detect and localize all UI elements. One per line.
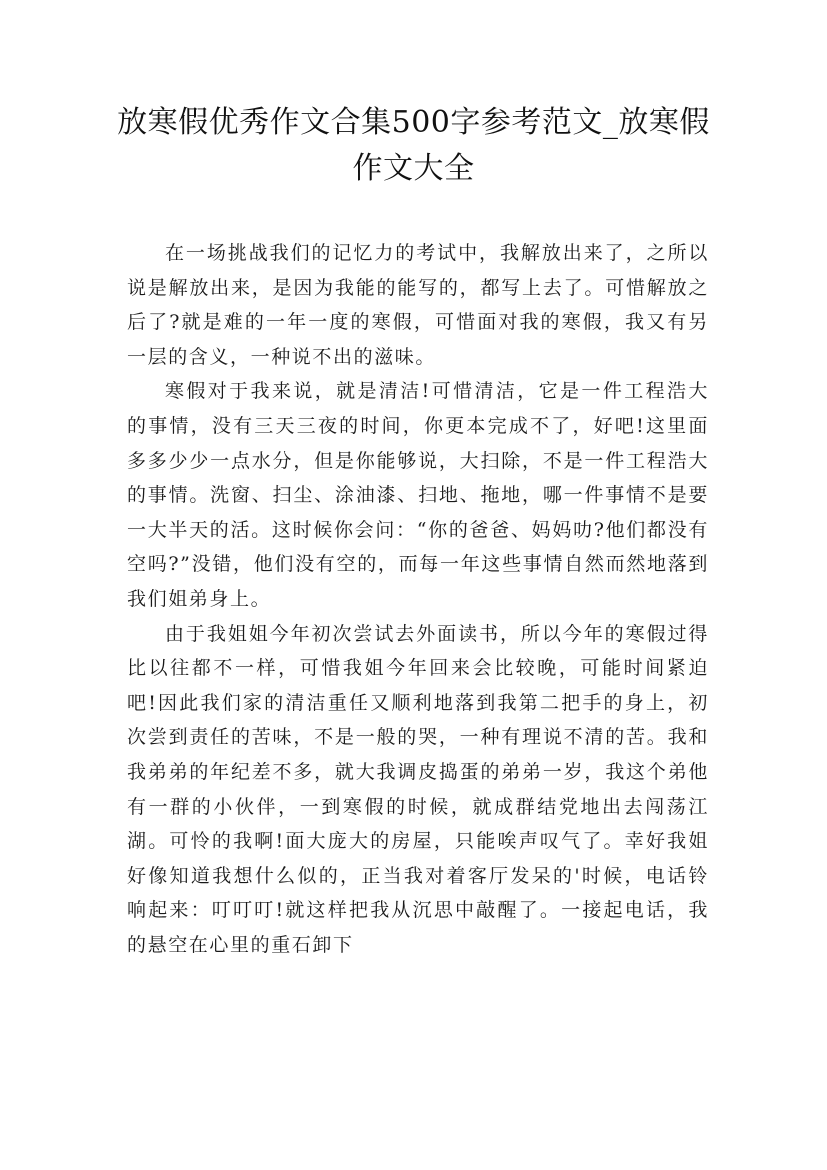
document-title: 放寒假优秀作文合集500字参考范文_放寒假作文大全 bbox=[117, 105, 710, 186]
paragraph-3: 由于我姐姐今年初次尝试去外面读书，所以今年的寒假过得比以往都不一样，可惜我姐今年回来会比较晚，可能时间紧迫吧!因此我们家的清洁重任又顺利地落到我第二把手的身上，初次尝到责任的苦味，不是一般的哭，一种有理说不清的苦。我和我弟弟的年纪差不多，就大我调皮捣蛋的弟弟一岁，我这个弟他有一群的小伙伴，一到寒假的时候，就成群结党地出去闯荡江湖。可怜的我啊!面大庞大的房屋，只能唉声叹气了。幸好我姐好像知道我想什么似的，正当我对着客厅发呆的'时候，电话铃响起来：叮叮叮!就这样把我从沉思中敲醒了。一接起电话，我的悬空在心里的重石卸下 bbox=[127, 622, 709, 956]
paragraph-2: 寒假对于我来说，就是清洁!可惜清洁，它是一件工程浩大的事情，没有三天三夜的时间，你更本完成不了，好吧!这里面多多少少一点水分，但是你能够说，大扫除，不是一件工程浩大的事情。洗窗、扫尘、涂油漆、扫地、拖地，哪一件事情不是要一大半天的活。这时候你会问：“你的爸爸、妈妈叻?他们都没有空吗?”没错，他们没有空的，而每一年这些事情自然而然地落到我们姐弟身上。 bbox=[127, 380, 709, 610]
paragraph-1: 在一场挑战我们的记忆力的考试中，我解放出来了，之所以说是解放出来，是因为我能的能写的，都写上去了。可惜解放之后了?就是难的一年一度的寒假，可惜面对我的寒假，我又有另一层的含义，一种说不出的滋味。 bbox=[127, 242, 709, 368]
document-body bbox=[127, 236, 709, 962]
